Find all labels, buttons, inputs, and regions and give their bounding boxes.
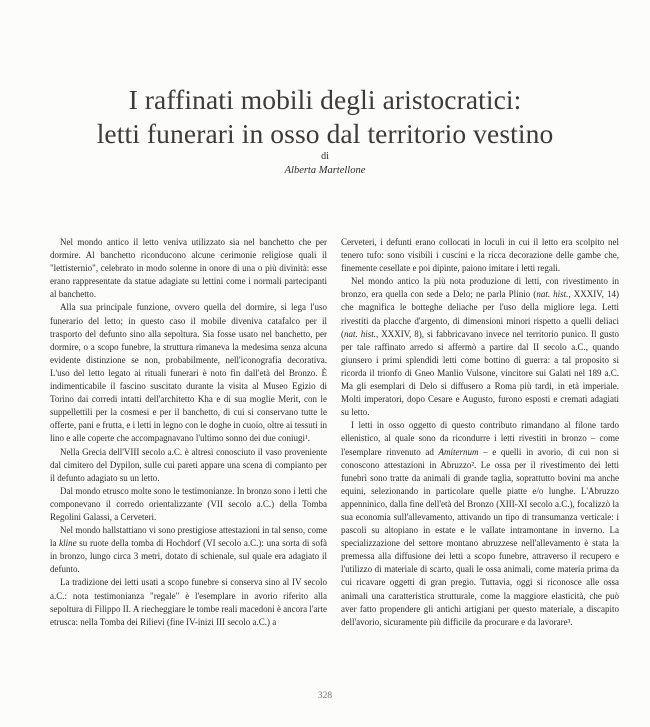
page-number: 328 [317, 691, 333, 701]
paragraph: Cerveteri, i defunti erano collocati in loculi in cui il letto era scolpito nel tenero tufo: sono visibili i cuscini e la ricca decorazione delle gambe che, finemente cesellate e poi dipinte, paiono imitare i letti regali. [341, 237, 619, 274]
paragraph: I letti in osso oggetto di questo contributo rimandano al filone tardo ellenistico, al quale sono da ricondurre i letti rivestiti in bronzo – come l'esemplare rinvenuto ad Amiternum – e quelli in avorio, di cui non si conoscono attestazioni in Abruzzo². Le ossa per il rivestimento dei letti funebri sono tratte da animali di grande taglia, soprattutto bovini ma anche equini, selezionando in particolare quelle piatte e/o lunghe. L'Abruzzo appenninico, dalla fine dell'età del Bronzo (XIII-XI secolo a.C.), focalizzò la sua economia sull'allevamento, attivando un tipo di transumanza verticale: i pascoli su altopiano in estate e le vallate intramontane in inverno. La specializzazione del settore montano abruzzese nell'allevamento è stata la premessa alla diffusione dei letti a scopo funebre, attraverso il recupero e l'utilizzo di materiale di scarto, quali le ossa animali, come materia prima da cui ricavare oggetti di gran pregio. Tuttavia, oggi si riconosce alle ossa animali una caratteristica strutturale, come la maggiore elasticità, che può aver fatto propendere gli antichi artigiani per questo materiale, a discapito dell'avorio, sicuramente più difficile da procurare e da lavorare³. [341, 420, 620, 627]
article-title-line-2: letti funerari in osso dal territorio vestino [96, 118, 554, 149]
body-column-right [341, 236, 619, 629]
byline-preposition: di [321, 151, 329, 162]
paragraph: La tradizione dei letti usati a scopo funebre si conserva sino al IV secolo a.C.: nota testimonianza "regale" è l'esemplare in avorio riferito alla sepoltura di Filippo II. A riecheggiare le tombe reali macedoni è ancora l'arte etrusca: nella Tomba dei Rilievi (fine IV-inizi III secolo a.C.) a [50, 577, 327, 627]
paragraph: Dal mondo etrusco molte sono le testimonianze. In bronzo sono i letti che componevano il corredo orientalizzante (VII secolo a.C.) della Tomba Regolini Galassi, a Cerveteri. [50, 485, 327, 522]
paragraph: Nel mondo antico la più nota produzione di letti, con rivestimento in bronzo, era quella con sede a Delo; ne parla Plinio (nat. hist., XXXIV, 14) che magnifica le botteghe deliache per l'uso della migliore lega. Letti rivestiti da placche d'argento, di dimensioni minori rispetto a quelli deliaci (nat. hist., XXXIV, 8), si fabbricavano invece nel territorio punico. Il gusto per tale raffinato arredo si affermò a partire dal II secolo a.C., quando giunsero i primi splendidi letti come bottino di guerra: a tal proposito si ricorda il trionfo di Gneo Manlio Vulsone, vincitore sui Galati nel 189 a.C. Ma gli esemplari di Delo si diffusero a Roma più tardi, in età imperiale. Molti imperatori, dopo Cesare e Augusto, furono esposti e cremati adagiati su letto. [341, 276, 619, 418]
paragraph: Nella Grecia dell'VIII secolo a.C. è altresì conosciuto il vaso proveniente dal cimitero del Dypilon, sulle cui pareti appare una scena di compianto per il defunto adagiato su un letto. [50, 446, 327, 483]
paragraph: Nel mondo antico il letto veniva utilizzato sia nel banchetto che per dormire. Al banchetto riconducono alcune cerimonie religiose quali il "lettisternio", celebrato in modo solenne in onore di una o più divinità: esse erano rappresentate da statue adagiate su lettini come i normali partecipanti al banchetto. [50, 237, 327, 300]
paragraph: Nel mondo hallstattiano vi sono prestigiose attestazioni in tal senso, come la kline su ruote della tomba di Hochdorf (VI secolo a.C.): una sorta di sofà in bronzo, lungo circa 3 metri, dotato di schienale, sul quale era adagiato il defunto. [50, 525, 328, 575]
paragraph: Alla sua principale funzione, ovvero quella del dormire, si lega l'uso funerario del letto; in questo caso il mobile diveniva catafalco per il trasporto del defunto sino alla sepoltura. Sia fosse usato nel banchetto, per dormire, o a scopo funebre, la struttura rimaneva la medesima senza alcuna evidente distinzione se non, probabilmente, nell'iconografia decorativa. L'uso del letto legato ai rituali funerari è noto fin dall'età del Bronzo. È indimenticabile il fascino suscitato durante la visita al Museo Egizio di Torino dai corredi intatti dell'architetto Kha e di sua moglie Merit, con le suppellettili per la cosmesi e per il banchetto, di cui si conservano tutte le offerte, pani e frutta, e i letti in legno con le doghe in cuoio, oltre ai tessuti in lino e alle coperte che accompagnavano l'ultimo sonno dei due coniugi¹. [50, 302, 327, 444]
body-column-left [50, 236, 327, 629]
article-title [0, 83, 650, 151]
article-title-line-1: I raffinati mobili degli aristocratici: [128, 84, 522, 115]
author-name: Alberta Martellone [284, 165, 366, 176]
